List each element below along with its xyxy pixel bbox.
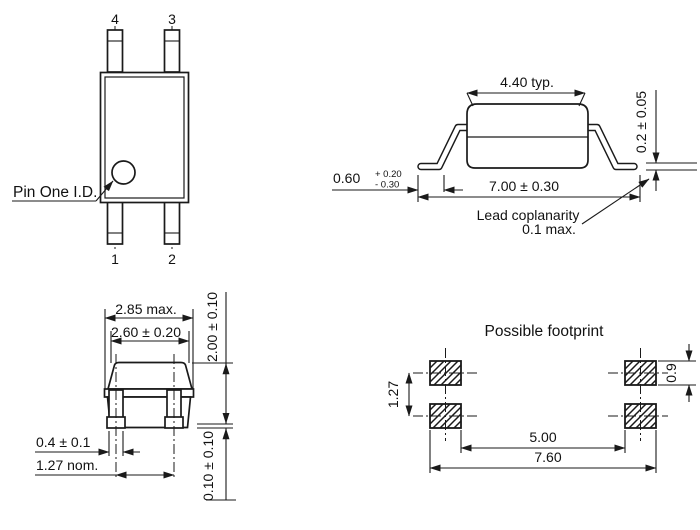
pin3-label: 3 (168, 11, 176, 27)
footprint-view (385, 323, 696, 473)
left-lead (421, 128, 470, 167)
end-body-top-outline (108, 363, 192, 390)
pin1-lead (108, 202, 123, 244)
pin2-label: 2 (168, 251, 176, 267)
pin3-lead (165, 30, 180, 72)
dim-060-tol-plus: + 0.20 (375, 169, 402, 180)
pin4-label: 4 (111, 11, 119, 27)
pin2-lead (165, 202, 180, 244)
end-view (35, 292, 236, 501)
side-view (332, 74, 697, 237)
coplanarity-leader-arrow (582, 179, 649, 224)
dim-440-ext-left (467, 93, 473, 106)
pin1-label: 1 (111, 251, 119, 267)
dim-760-label: 7.60 (534, 449, 562, 465)
footprint-title: Possible footprint (484, 323, 604, 340)
dim-02-label: 0.2 ± 0.05 (633, 90, 649, 154)
side-body-outline (467, 104, 588, 168)
dim-285-label: 2.85 max. (115, 301, 177, 317)
dim-440-label: 4.40 typ. (500, 74, 554, 90)
dim-060-tol-minus: - 0.30 (375, 179, 400, 191)
right-lead (585, 128, 634, 167)
dim-04-label: 0.4 ± 0.1 (36, 434, 91, 450)
dim-010-label: 0.10 ± 0.10 (200, 431, 216, 501)
dim-060-label: 0.60 (333, 170, 361, 186)
dim-09-label: 0.9 (663, 363, 679, 383)
dim-500-label: 5.00 (529, 429, 557, 445)
pin4-lead (108, 30, 123, 72)
top-view (12, 11, 189, 267)
pin-one-id-label: Pin One I.D. (13, 184, 98, 201)
package-body-outline (101, 73, 189, 203)
pad-bottom-right (625, 404, 656, 428)
dim-127-label: 1.27 (385, 380, 401, 409)
dim-260-label: 2.60 ± 0.20 (111, 324, 181, 340)
pin-one-indicator-dot (112, 161, 135, 184)
coplanarity-note-line2: 0.1 max. (522, 221, 576, 237)
coplanarity-note-line1: Lead coplanarity (476, 207, 580, 223)
dim-200-label: 2.00 ± 0.10 (204, 292, 220, 362)
pad-top-right (625, 361, 656, 385)
dim-127nom-label: 1.27 nom. (36, 457, 99, 473)
dim-700-label: 7.00 ± 0.30 (489, 178, 559, 194)
pad-top-left (430, 361, 461, 385)
pad-bottom-left (430, 404, 461, 428)
